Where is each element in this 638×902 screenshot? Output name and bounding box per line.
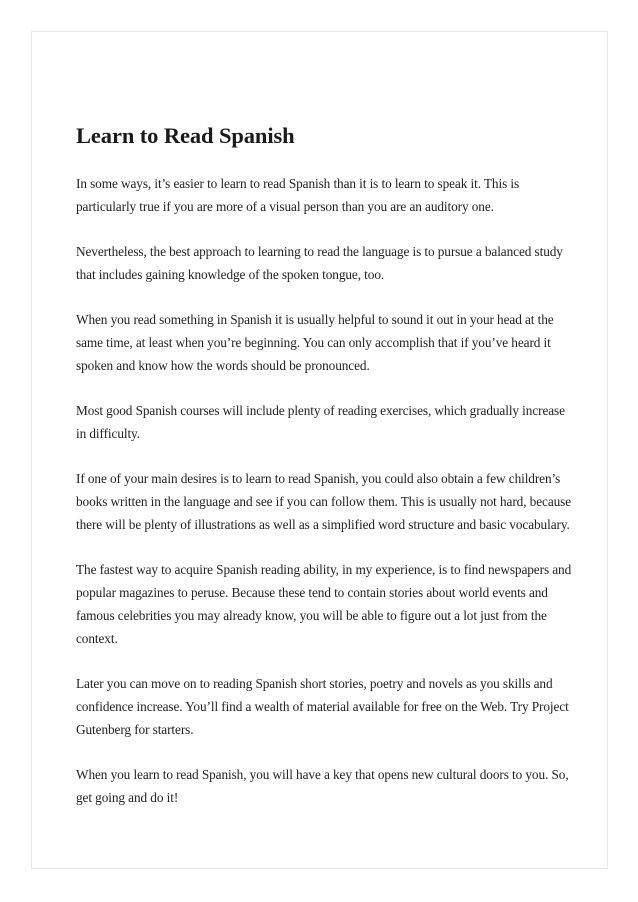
paragraph: When you learn to read Spanish, you will have a key that opens new cultural doors to you. So, get going and do it! — [76, 767, 569, 805]
paragraph: When you read something in Spanish it is usually helpful to sound it out in your head at the same time, at least when you’re beginning. You can only accomplish that if you’ve heard it spoken and know how the words should be pronounced. — [76, 312, 554, 373]
paragraph: Later you can move on to reading Spanish short stories, poetry and novels as you skills and confidence increase. You’ll find a wealth of material available for free on the Web. Try Project Gutenberg for starters. — [76, 676, 569, 737]
paragraph: Nevertheless, the best approach to learning to read the language is to pursue a balanced study that includes gaining knowledge of the spoken tongue, too. — [76, 244, 563, 282]
paragraph: The fastest way to acquire Spanish reading ability, in my experience, is to find newspapers and popular magazines to peruse. Because these tend to contain stories about world events and famous celebrities you may already know, you will be able to figure out a lot just from the context. — [76, 562, 572, 646]
document-page — [31, 31, 608, 869]
paragraph: If one of your main desires is to learn to read Spanish, you could also obtain a few children’s books written in the language and see if you can follow them. This is usually not hard, because there will be plenty of illustrations as well as a simplified word structure and basic vocabulary. — [76, 471, 572, 532]
paragraph: Most good Spanish courses will include plenty of reading exercises, which gradually increase in difficulty. — [76, 403, 565, 441]
paragraph: In some ways, it’s easier to learn to read Spanish than it is to learn to speak it. This is particularly true if you are more of a visual person than you are an auditory one. — [76, 176, 520, 214]
document-body — [76, 122, 572, 831]
page-title: Learn to Read Spanish — [76, 123, 295, 148]
